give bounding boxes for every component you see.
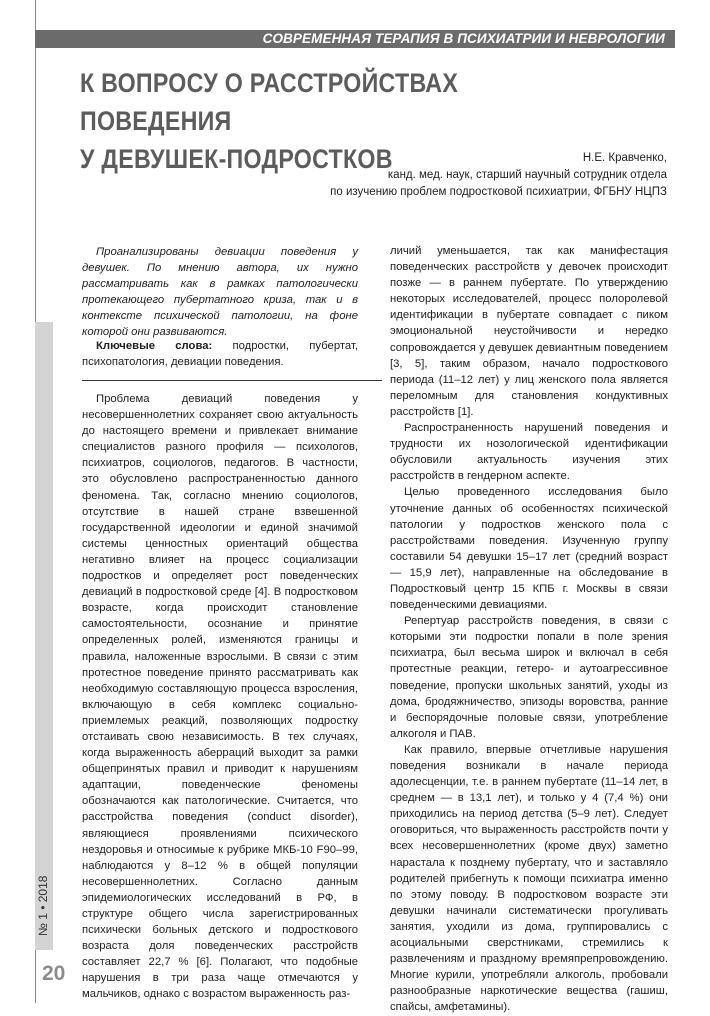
page-number: 20: [42, 962, 66, 985]
left-column: [82, 391, 358, 1003]
body-paragraph: Репертуар расстройств поведения, в связи с которыми эти подростки попали в поле зрения психиатра, был весьма широк и включал в себя протестные реакции, гетеро- и аутоагрессивное поведение, пропуски школьных занятий, уходы из дома, бродяжничество, эпизоды воровства, ранние и беспорядочные половые связи, употребление алкоголя и ПАВ.: [390, 615, 668, 740]
journal-header: СОВРЕМЕННАЯ ТЕРАПИЯ В ПСИХИАТРИИ И НЕВРОЛОГИИ: [35, 30, 675, 48]
right-column: [390, 243, 668, 1016]
abstract: [82, 244, 358, 341]
issue-label: [36, 920, 52, 936]
keywords-text: подростки, пубертат, психопатология, девиации поведения.: [82, 340, 358, 369]
abstract-text: Проанализированы девиации поведения у девушек. По мнению автора, их нужно рассматривать как в рамках патологически протекающего пубертатного криза, так и в контексте психической патологии, на фоне которой они развиваются.: [82, 246, 358, 339]
sidebar-strip: [35, 322, 53, 950]
body-paragraph: Как правило, впервые отчетливые нарушения поведения возникали в начале периода адолесценции, т.е. в раннем пубертате (11–14 лет, в среднем — в 13,1 лет), и только у 4 (7,4 %) они приходились на период детства (5–9 лет). Следует оговориться, что выраженность расстройств почти у всех несовершеннолетних (кроме двух) заметно нарастала к позднему пубертату, что и заставляло родителей прибегнуть к помощи психиатра именно по этому поводу. В подростковом возрасте эти девушки начинали систематически прогуливать занятия, уходили из дома, группировались с асоциальными сверстниками, стремились к развлечениям и праздному времяпрепровождению. Многие курили, употребляли алкоголь, пробовали разнообразные наркотические вещества (гашиш, спайсы, амфетамины).: [390, 743, 668, 1014]
section-divider: [82, 380, 382, 381]
author-department: по изучению проблем подростковой психиатрии, ФГБНУ НЦПЗ: [330, 186, 667, 198]
body-paragraph: Распространенность нарушений поведения и трудности их нозологической идентификации обусловили актуальность изучения этих расстройств в гендерном аспекте.: [390, 422, 668, 483]
author-block: [330, 150, 667, 201]
body-paragraph: Целью проведенного исследования было уточнение данных об особенностях психической патологии у подростков женского пола с расстройствами поведения. Изученную группу составили 54 девушки 15–17 лет (средний возраст — 15,9 лет), направленные на обследование в Подростковый центр 15 КПБ г. Москвы в связи поведенческими девиациями.: [390, 486, 668, 612]
body-paragraph: Проблема девиаций поведения у несовершеннолетних сохраняет свою актуальность до настоящего времени и привлекает внимание специалистов разного профиля — психологов, психиатров, социологов, педагогов. В частности, это обусловлено распространенностью данного феномена. Так, согласно мнению социологов, отсутствие в нашей стране взвешенной государственной идеологии и единой значимой системы ценностных ориентаций общества негативно влияет на процесс социализации подростков и определяет рост поведенческих девиаций в подростковой среде [4]. В подростковом возрасте, когда происходит становление самостоятельности, осознание и принятие определенных ролей, изменяются границы и правила, наложенные взрослыми. В связи с этим протестное поведение принято рассматривать как необходимую составляющую процесса взросления, включающую в себя комплекс социально-приемлемых реакций, позволяющих подростку отстаивать свою независимость. В тех случаях, когда выраженность аберраций выходит за рамки общепринятых правил и приводит к нарушениям адаптации, поведенческие феномены обозначаются как патологические. Считается, что расстройства поведения (conduct disorder), являющиеся проявлениями психического нездоровья и относимые к рубрике МКБ-10 F90–99, наблюдаются у 8–12 % в общей популяции несовершеннолетних. Согласно данным эпидемиологических исследований в РФ, в структуре общего числа зарегистрированных психически больных детского и подросткового возраста доля поведенческих расстройств составляет 22,7 % [6]. Полагают, что подобные нарушения в три раза чаще отмечаются у мальчиков, однако с возрастом выраженность раз-: [82, 393, 358, 1001]
title-line-2: У ДЕВУШЕК-ПОДРОСТКОВ: [80, 144, 393, 174]
author-name: Н.Е. Кравченко,: [582, 152, 667, 164]
keywords-label: Ключевые слова:: [96, 340, 213, 352]
author-position: канд. мед. наук, старший научный сотрудник отдела: [387, 169, 667, 181]
keywords: [82, 338, 358, 370]
title-line-1: К ВОПРОСУ О РАССТРОЙСТВАХ ПОВЕДЕНИЯ: [80, 68, 459, 136]
body-paragraph-continuation: личий уменьшается, так как манифестация поведенческих расстройств у девочек происходит позже — в раннем пубертате. По утверждению некоторых исследователей, процесс полоролевой идентификации в пубертате совпадает с пиком эмоциональной неустойчивости и нередко сопровождается у девушек девиантным поведением [3, 5], таким образом, начало подросткового периода (11–12 лет) у лиц женского пола является переломным для становления кондуктивных расстройств [1].: [390, 245, 668, 418]
